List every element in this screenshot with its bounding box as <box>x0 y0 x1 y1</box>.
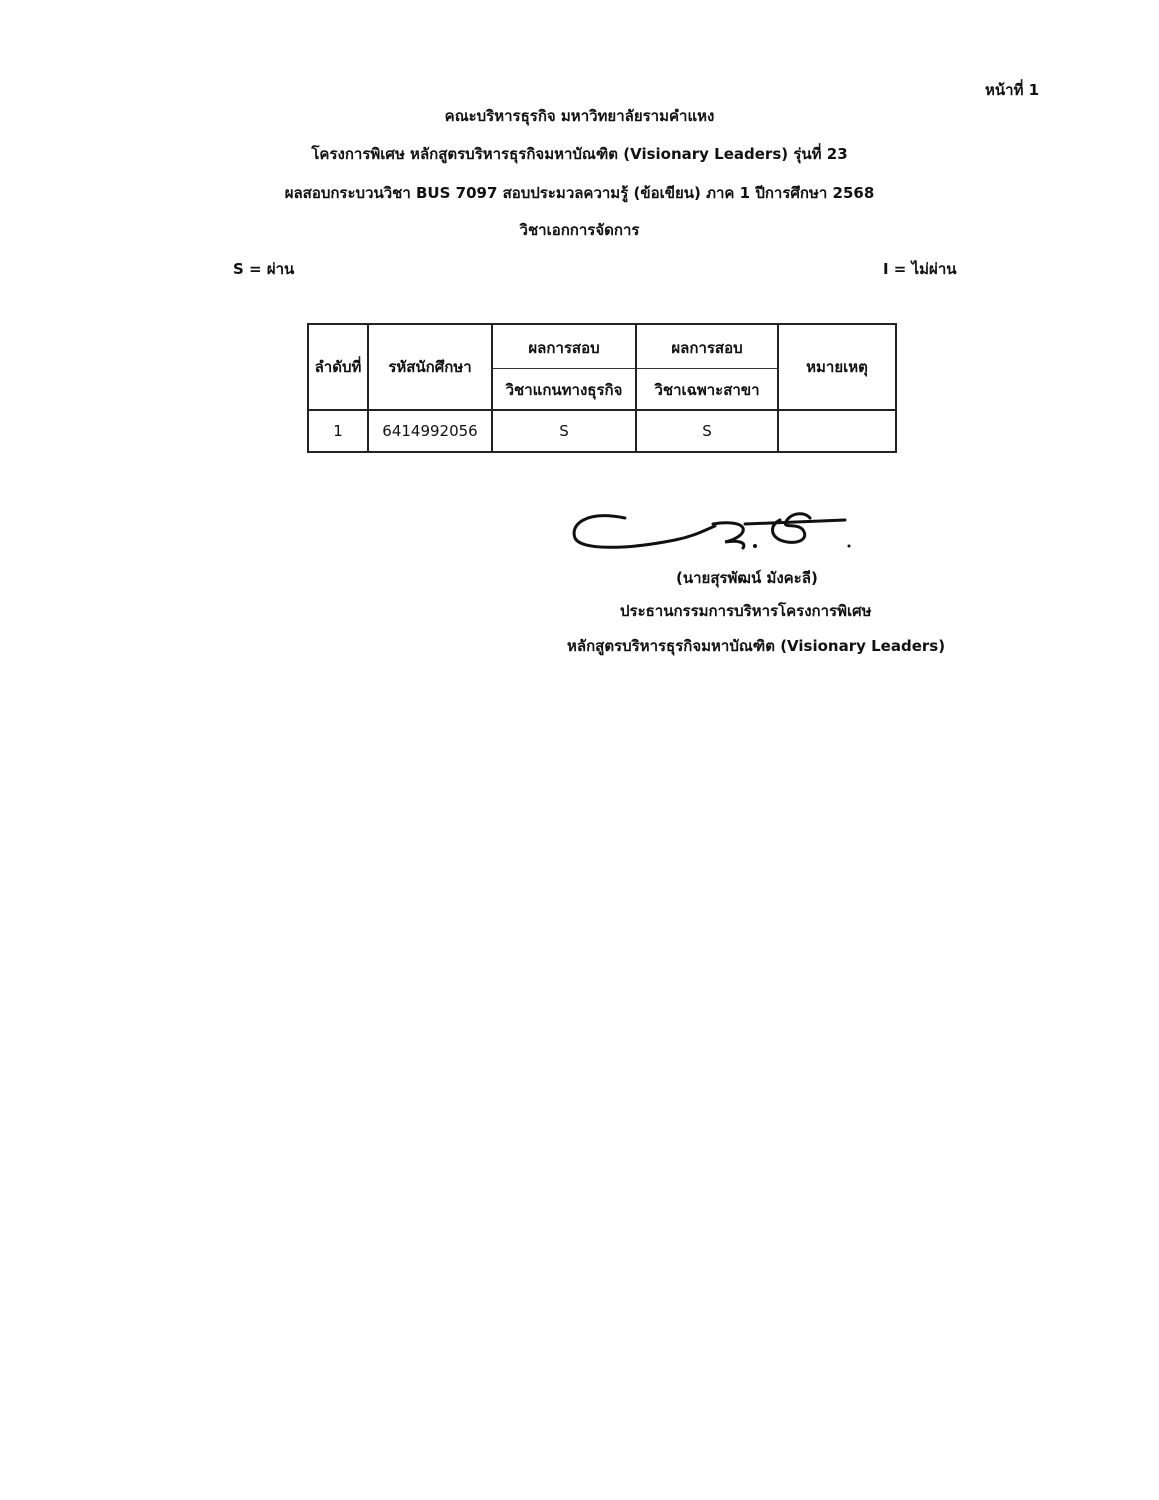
cell-student-id: 6414992056 <box>368 410 492 452</box>
table-row <box>308 410 896 452</box>
cell-order: 1 <box>308 410 368 452</box>
header-remark: หมายเหตุ <box>778 324 896 410</box>
header-major-result-line2: วิชาเฉพาะสาขา <box>654 381 760 400</box>
faculty-title: คณะบริหารธุรกิจ มหาวิทยาลัยรามคำแหง <box>444 107 715 125</box>
table-header-row <box>308 324 896 410</box>
cell-major-result: S <box>636 410 778 452</box>
program-title: โครงการพิเศษ หลักสูตรบริหารธุรกิจมหาบัณฑิต (Visionary Leaders) รุ่นที่ 23 <box>311 145 848 163</box>
header-core-result <box>492 324 636 410</box>
signatory-name: (นายสุรพัฒน์ มังคะลี) <box>676 569 818 587</box>
cell-remark <box>778 410 896 452</box>
header-major-result-line1: ผลการสอบ <box>637 326 777 369</box>
header-core-result-line1: ผลการสอบ <box>493 326 635 369</box>
exam-title: ผลสอบกระบวนวิชา BUS 7097 สอบประมวลความรู้ (ข้อเขียน) ภาค 1 ปีการศึกษา 2568 <box>284 184 875 202</box>
header-major-result <box>636 324 778 410</box>
signatory-position-2: หลักสูตรบริหารธุรกิจมหาบัณฑิต (Visionary Leaders) <box>567 637 946 655</box>
cell-core-result: S <box>492 410 636 452</box>
header-order: ลำดับที่ <box>308 324 368 410</box>
header-core-result-line2: วิชาแกนทางธุรกิจ <box>505 381 623 400</box>
legend-pass: S = ผ่าน <box>233 260 295 278</box>
legend-fail: I = ไม่ผ่าน <box>883 260 957 278</box>
signatory-position-1: ประธานกรรมการบริหารโครงการพิเศษ <box>620 602 872 620</box>
page-number: หน้าที่ 1 <box>985 81 1040 99</box>
header-student-id: รหัสนักศึกษา <box>368 324 492 410</box>
handwritten-signature <box>565 500 855 560</box>
results-table <box>307 323 897 453</box>
major-title: วิชาเอกการจัดการ <box>519 221 640 239</box>
